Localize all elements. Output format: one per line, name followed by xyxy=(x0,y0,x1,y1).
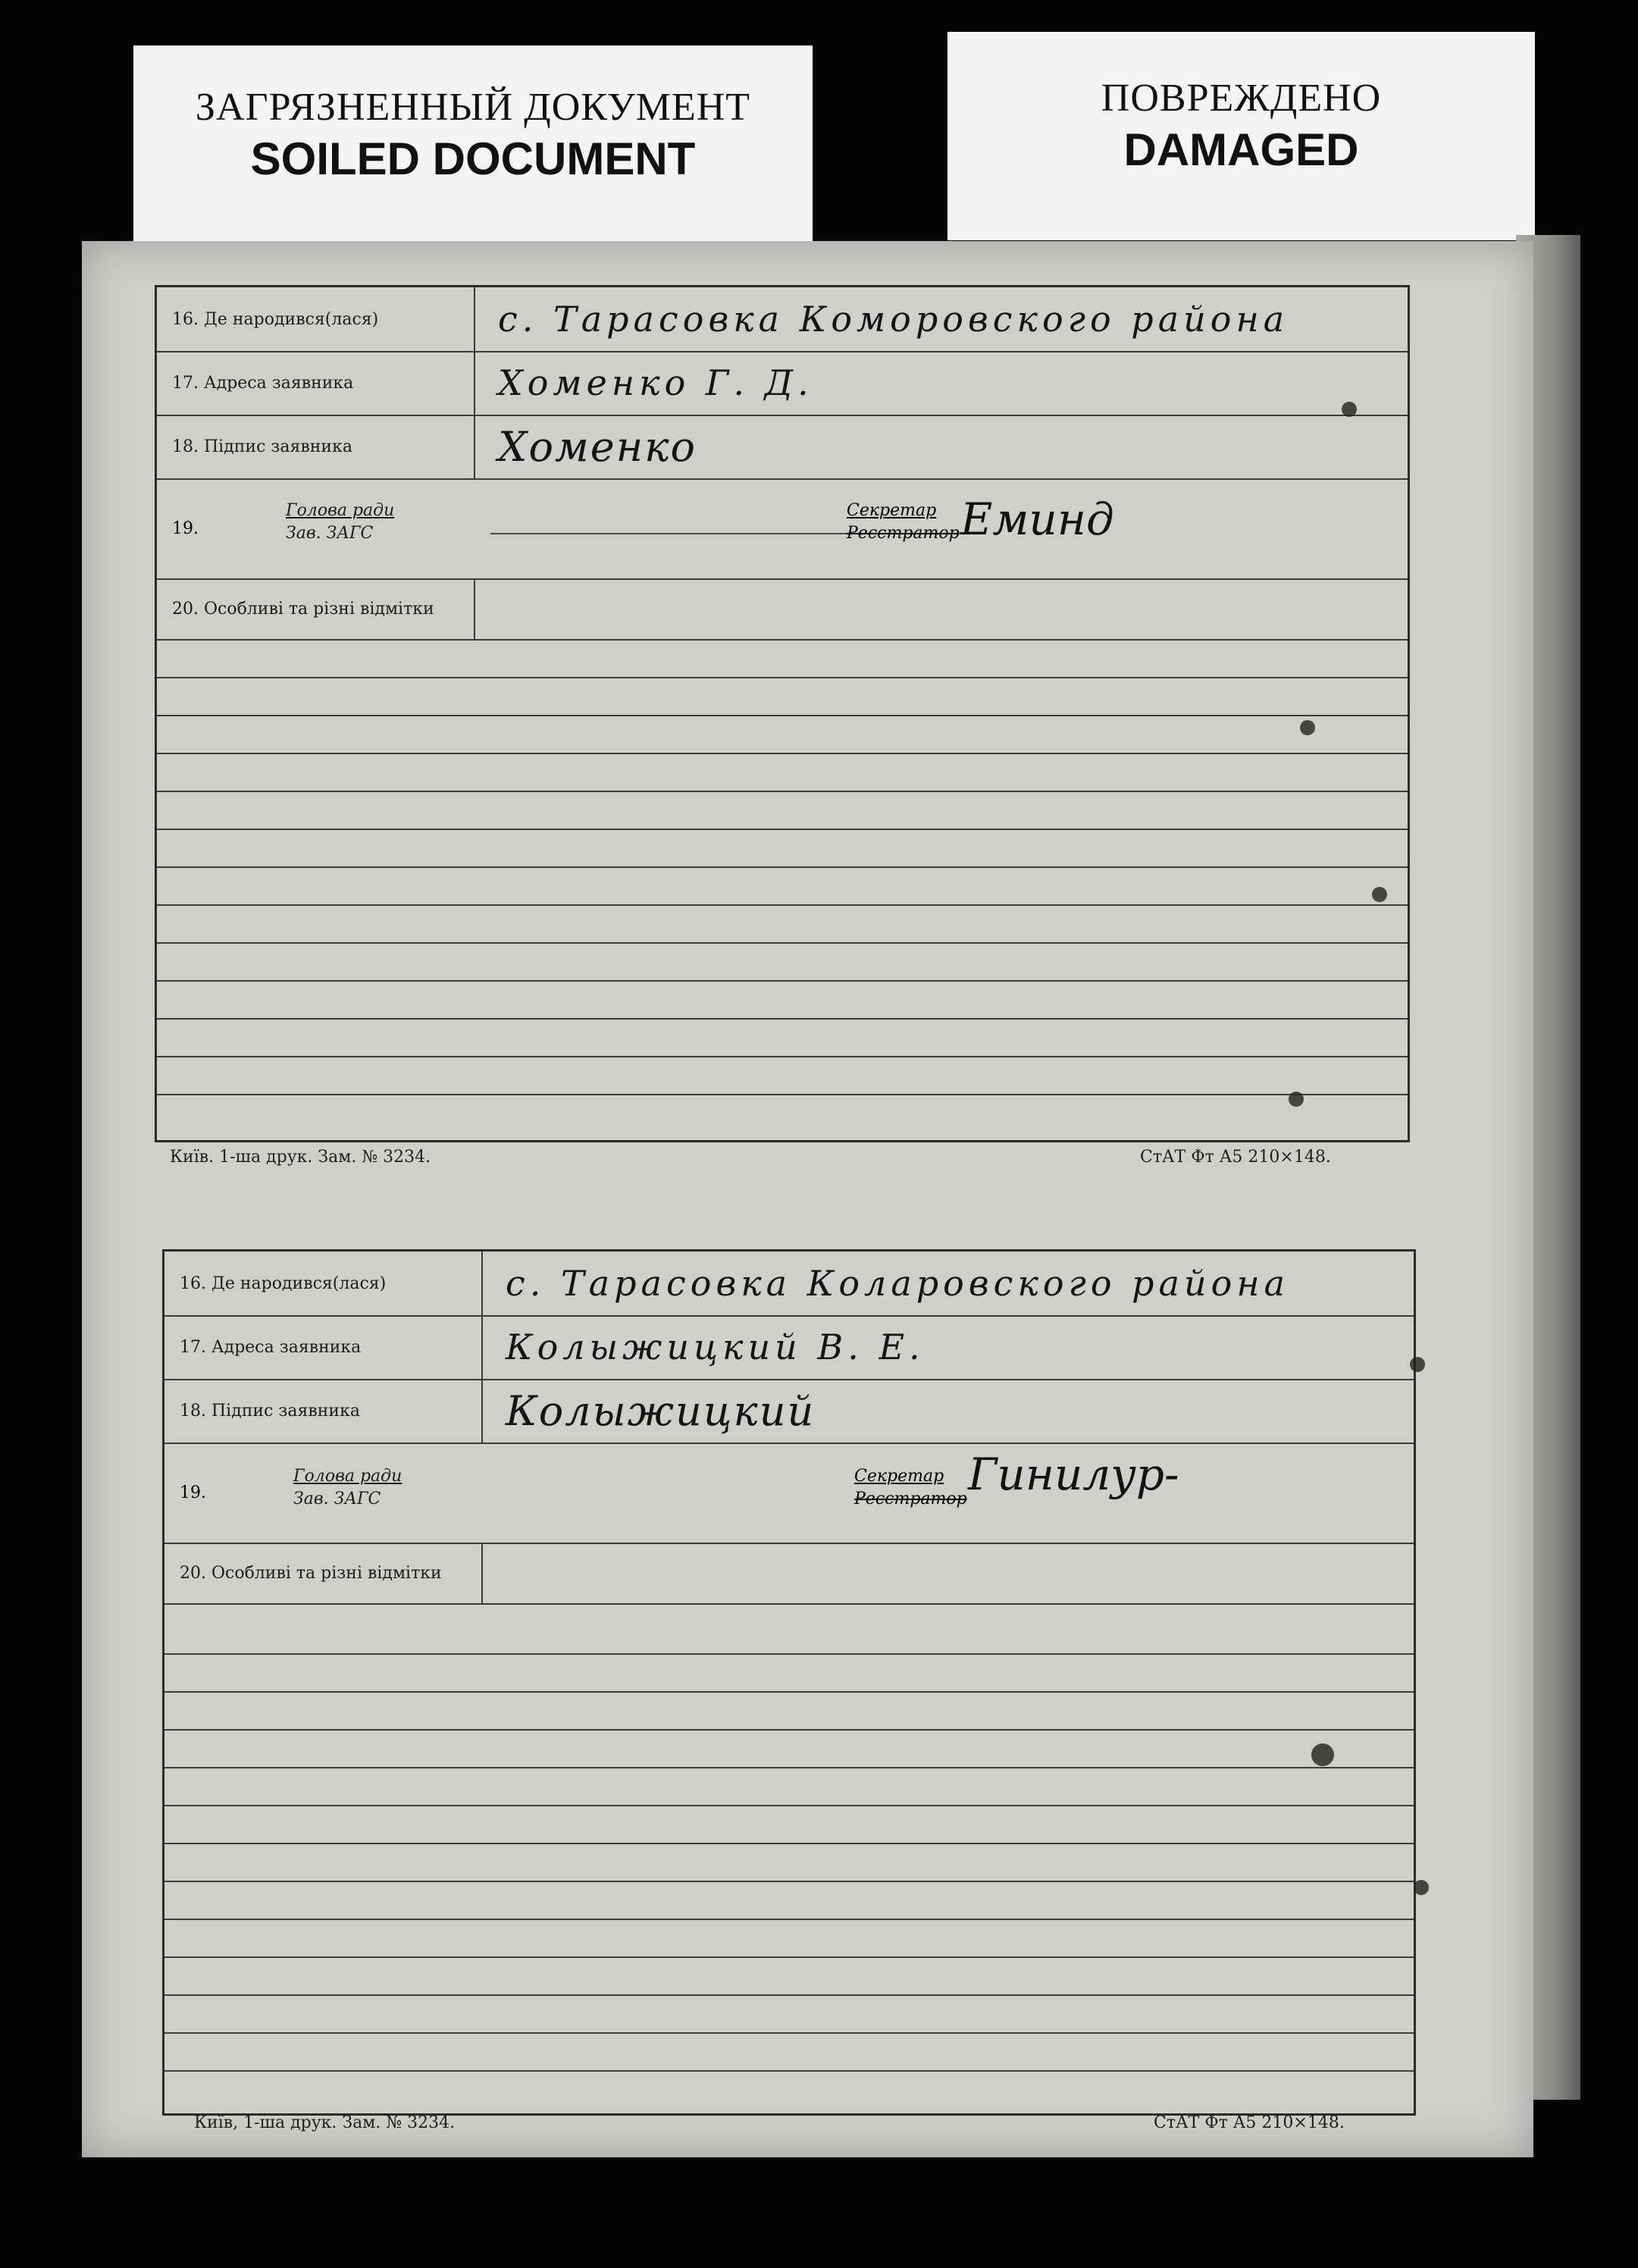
damaged-document-label xyxy=(947,32,1535,240)
ruled-line xyxy=(164,1956,1414,1958)
ruled-line xyxy=(164,1653,1414,1655)
ruled-line xyxy=(157,1018,1408,1020)
field-16-value: с. Тарасовка Коларовского района xyxy=(506,1263,1290,1304)
field-18-label: 18. Підпис заявника xyxy=(164,1379,483,1443)
field-20-notes xyxy=(164,1543,1414,1605)
ruled-line xyxy=(157,942,1408,944)
field-18-value: Колыжицкий xyxy=(506,1386,816,1435)
field-16-label: 16. Де народився(лася) xyxy=(164,1251,483,1315)
damage-hole xyxy=(1410,1357,1425,1372)
ruled-line xyxy=(164,2032,1414,2034)
officials-titles xyxy=(286,500,394,545)
field-17-applicant-address xyxy=(157,351,1408,416)
soiled-document-label xyxy=(133,45,813,246)
field-16-label: 16. Де народився(лася) xyxy=(157,287,475,351)
ruled-line xyxy=(164,1994,1414,1996)
field-18-applicant-signature xyxy=(157,415,1408,480)
soiled-label-ru: ЗАГРЯЗНЕННЫЙ ДОКУМЕНТ xyxy=(195,86,751,129)
secretary-signature: Еминд xyxy=(960,493,1114,545)
field-18-applicant-signature xyxy=(164,1379,1414,1444)
damage-hole xyxy=(1372,887,1387,902)
field-16-birthplace xyxy=(157,287,1408,352)
ruled-line xyxy=(164,1919,1414,1920)
damage-hole xyxy=(1414,1880,1429,1895)
head-zags-title: Зав. ЗАГС xyxy=(286,524,374,543)
field-19-officials xyxy=(164,1443,1414,1544)
ruled-line xyxy=(157,1094,1408,1095)
ruled-line xyxy=(157,1056,1408,1057)
field-17-applicant-address xyxy=(164,1315,1414,1380)
field-19-officials xyxy=(157,478,1408,580)
ruled-line xyxy=(164,1767,1414,1768)
field-18-label: 18. Підпис заявника xyxy=(157,415,475,478)
footer-printer-bottom: Київ, 1-ша друк. Зам. № 3234. xyxy=(194,2113,456,2132)
field-17-label: 17. Адреса заявника xyxy=(164,1315,483,1379)
damage-hole xyxy=(1311,1743,1334,1766)
footer-format-top: СтАТ Фт А5 210×148. xyxy=(1140,1148,1331,1167)
damage-hole xyxy=(1300,720,1315,735)
damage-hole xyxy=(1289,1092,1304,1107)
ruled-line xyxy=(164,2070,1414,2072)
field-16-value: с. Тарасовка Коморовского района xyxy=(498,299,1289,340)
officials-titles xyxy=(293,1465,402,1511)
record-form-bottom xyxy=(162,1249,1416,2116)
head-zags-title: Зав. ЗАГС xyxy=(293,1490,381,1508)
ruled-line xyxy=(157,753,1408,754)
ruled-line xyxy=(157,866,1408,868)
registrar-title: Реєстратор xyxy=(847,524,960,543)
field-17-value: Колыжицкий В. Е. xyxy=(506,1327,925,1367)
field-16-birthplace xyxy=(164,1251,1414,1317)
ruled-line xyxy=(164,1729,1414,1731)
secretary-title: Секретар xyxy=(847,501,937,520)
ruled-line xyxy=(157,791,1408,792)
ruled-line xyxy=(157,829,1408,830)
secretary-block xyxy=(854,1465,967,1511)
field-20-notes xyxy=(157,578,1408,641)
damaged-label-en: DAMAGED xyxy=(1123,124,1359,175)
secretary-signature: Гинилур- xyxy=(968,1449,1179,1500)
footer-format-bottom: СтАТ Фт А5 210×148. xyxy=(1154,2113,1345,2132)
field-19-label: 19. xyxy=(180,1483,206,1502)
field-17-value: Хоменко Г. Д. xyxy=(498,362,813,403)
chair-title: Голова ради xyxy=(286,501,395,520)
field-20-label: 20. Особливі та різні відмітки xyxy=(157,578,475,639)
secretary-title: Секретар xyxy=(854,1467,944,1486)
ruled-line xyxy=(157,904,1408,906)
damaged-label-ru: ПОВРЕЖДЕНО xyxy=(1101,77,1382,120)
damage-hole xyxy=(1342,402,1357,417)
field-18-value: Хоменко xyxy=(498,422,697,471)
record-form-top xyxy=(155,285,1410,1142)
ruled-line xyxy=(157,677,1408,678)
field-20-label: 20. Особливі та різні відмітки xyxy=(164,1543,483,1603)
secretary-block xyxy=(847,500,960,545)
ruled-line xyxy=(157,980,1408,982)
footer-printer-top: Київ. 1-ша друк. Зам. № 3234. xyxy=(170,1148,431,1167)
ruled-line xyxy=(157,715,1408,716)
soiled-label-en: SOILED DOCUMENT xyxy=(250,133,696,184)
field-17-label: 17. Адреса заявника xyxy=(157,351,475,415)
ruled-line xyxy=(164,1805,1414,1806)
ruled-line xyxy=(164,1691,1414,1693)
ruled-line xyxy=(164,1843,1414,1844)
chair-title: Голова ради xyxy=(293,1467,402,1486)
ruled-line xyxy=(164,1881,1414,1882)
field-19-label: 19. xyxy=(172,518,199,538)
registrar-title: Реєстратор xyxy=(854,1490,967,1508)
